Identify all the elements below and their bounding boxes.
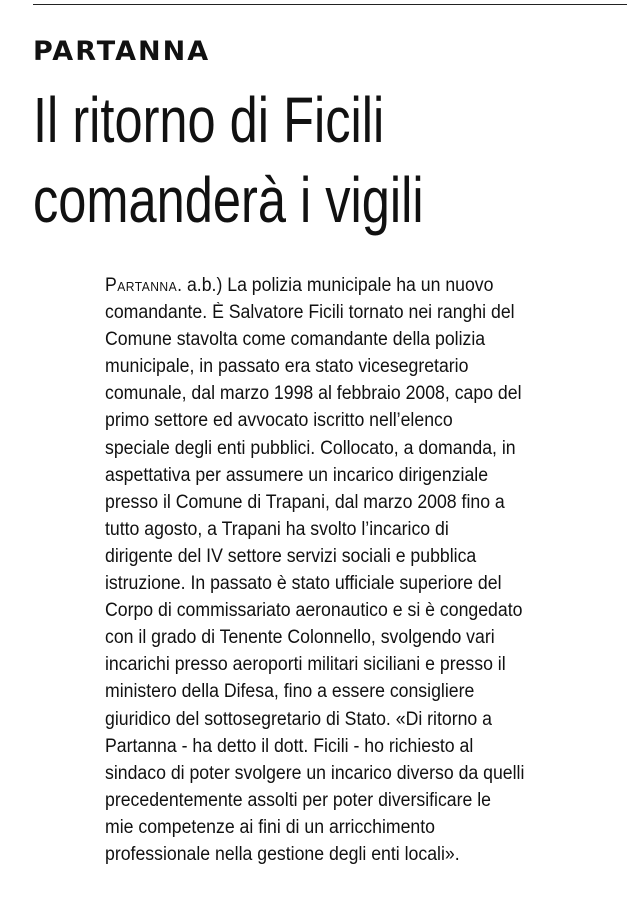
headline-line: comanderà i vigili — [33, 164, 424, 236]
article-line: incarichi presso aeroporti militari siciliani e presso il — [105, 654, 506, 676]
article-line: comunale, dal marzo 1998 al febbraio 2008, capo del — [105, 383, 522, 405]
article-line: Comune stavolta come comandante della polizia — [105, 329, 486, 351]
headline-line: Il ritorno di Ficili — [33, 84, 385, 156]
article-line: municipale, in passato era stato vicesegretario — [105, 356, 469, 378]
top-rule — [33, 4, 627, 5]
headline — [33, 80, 502, 240]
article-line: sindaco di poter svolgere un incarico diverso da quelli — [105, 762, 525, 784]
section-kicker: PARTANNA — [33, 36, 211, 67]
article-line: giuridico del sottosegretario di Stato. «Di ritorno a — [105, 708, 492, 730]
article-line: comandante. È Salvatore Ficili tornato nei ranghi del — [105, 302, 515, 324]
article-line: tutto agosto, a Trapani ha svolto l’incarico di — [105, 518, 449, 540]
article-line: Partanna - ha detto il dott. Ficili - ho richiesto al — [105, 735, 474, 757]
article-line: speciale degli enti pubblici. Collocato, a domanda, in — [105, 437, 516, 459]
article-line: primo settore ed avvocato iscritto nell’elenco — [105, 410, 453, 432]
article-line: ministero della Difesa, fino a essere consigliere — [105, 681, 475, 703]
article-line — [105, 272, 589, 299]
article-body — [105, 272, 625, 868]
article-line: presso il Comune di Trapani, dal marzo 2008 fino a — [105, 491, 505, 513]
article-line: con il grado di Tenente Colonnello, svolgendo vari — [105, 627, 495, 649]
article-line: mie competenze ai fini di un arricchimento — [105, 816, 436, 838]
article-line: professionale nella gestione degli enti locali». — [105, 843, 460, 865]
article-line-text: . a.b.) La polizia municipale ha un nuovo — [177, 275, 494, 296]
article-line: aspettativa per assumere un incarico dirigenziale — [105, 464, 489, 486]
article-line: istruzione. In passato è stato ufficiale superiore del — [105, 573, 502, 595]
dateline-place: Partanna — [105, 275, 178, 296]
article-line: dirigente del IV settore servizi sociali e pubblica — [105, 545, 477, 567]
article-line: Corpo di commissariato aeronautico e si è congedato — [105, 600, 523, 622]
article-line: precedentemente assolti per poter diversificare le — [105, 789, 492, 811]
